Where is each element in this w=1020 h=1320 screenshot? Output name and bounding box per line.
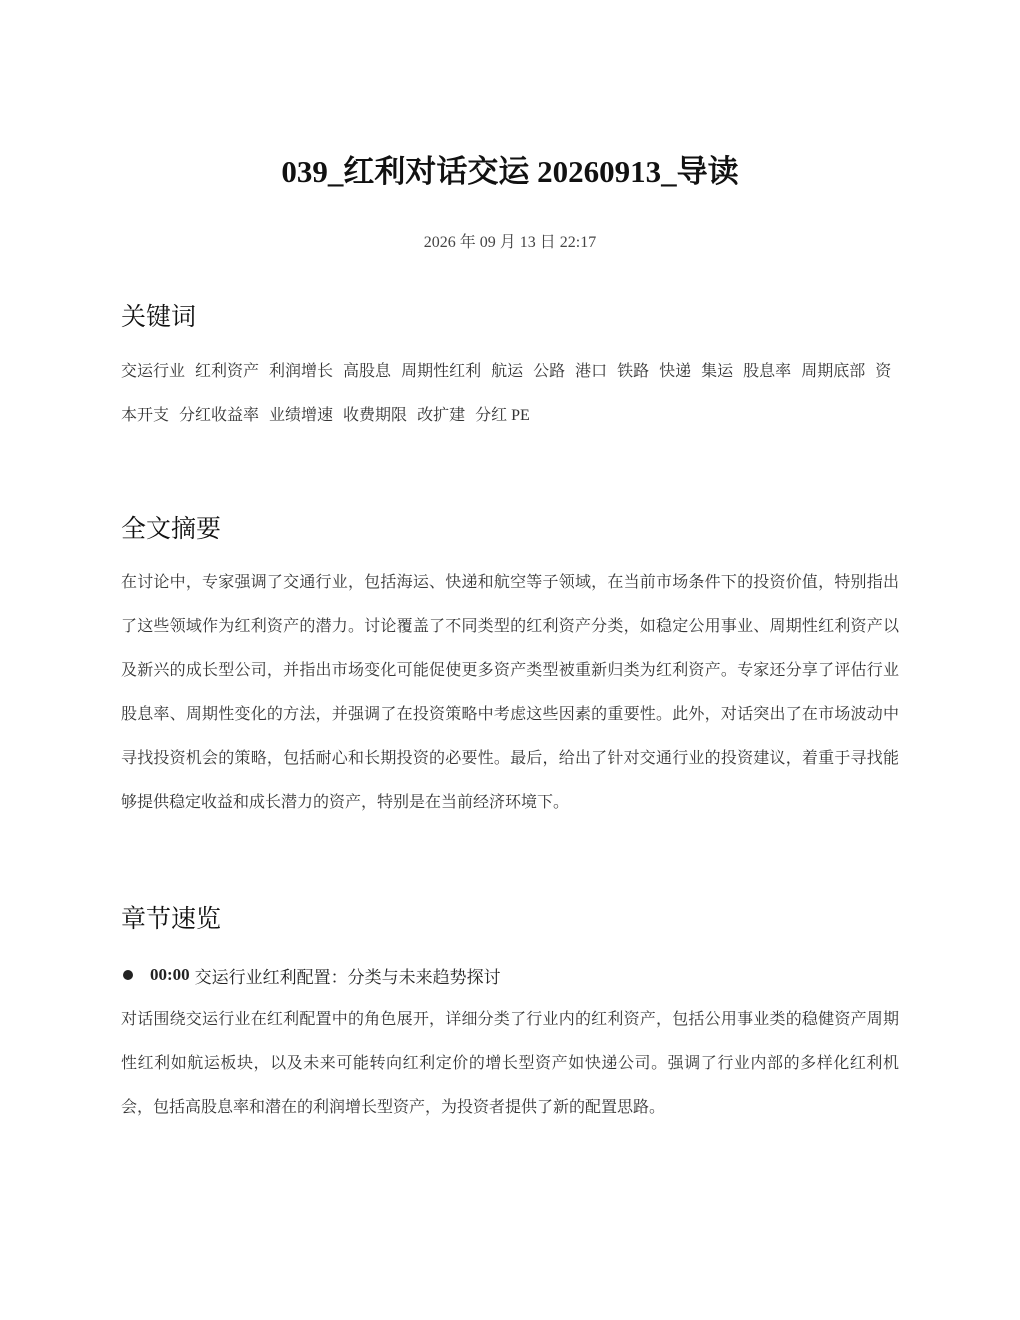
chapter-title: 交运行业红利配置：分类与未来趋势探讨 xyxy=(194,967,501,987)
keyword: 快递 xyxy=(659,363,692,380)
keyword: 铁路 xyxy=(617,363,650,380)
keyword: 公路 xyxy=(533,363,566,380)
keyword: 分红 PE xyxy=(475,407,530,424)
keyword: 资本开支 xyxy=(121,363,892,424)
chapters-heading: 章节速览 xyxy=(121,906,222,933)
keyword: 利润增长 xyxy=(269,363,334,380)
bullet-icon xyxy=(123,970,133,980)
document-title: 039_红利对话交运 20260913_导读 xyxy=(281,154,739,189)
document-date: 2026 年 09 月 13 日 22:17 xyxy=(423,234,597,251)
keyword: 港口 xyxy=(575,363,608,380)
keyword: 交运行业 xyxy=(121,363,186,380)
keyword: 业绩增速 xyxy=(269,407,334,424)
summary-heading: 全文摘要 xyxy=(121,516,222,543)
chapter-item xyxy=(121,960,899,990)
keyword: 收费期限 xyxy=(343,407,408,424)
keyword: 股息率 xyxy=(743,363,792,380)
keyword: 周期底部 xyxy=(801,363,866,380)
chapter-summary-text: 对话围绕交运行业在红利配置中的角色展开，详细分类了行业内的红利资产，包括公用事业类的稳健资产周期性红利如航运板块，以及未来可能转向红利定价的增长型资产如快递公司。强调了行业内部的多样化红利机会，包括高股息率和潜在的利润增长型资产，为投资者提供了新的配置思路。 xyxy=(121,1011,899,1116)
keyword: 改扩建 xyxy=(417,407,466,424)
keywords-list xyxy=(121,350,899,438)
keyword: 高股息 xyxy=(343,363,392,380)
keyword: 航运 xyxy=(491,363,524,380)
keyword: 周期性红利 xyxy=(401,363,482,380)
keyword: 集运 xyxy=(701,363,734,380)
keywords-heading: 关键词 xyxy=(121,304,197,331)
chapter-time: 00:00 xyxy=(150,965,190,984)
summary-text: 在讨论中，专家强调了交通行业，包括海运、快递和航空等子领域，在当前市场条件下的投资价值，特别指出了这些领域作为红利资产的潜力。讨论覆盖了不同类型的红利资产分类，如稳定公用事业、周期性红利资产以及新兴的成长型公司，并指出市场变化可能促使更多资产类型被重新归类为红利资产。专家还分享了评估行业股息率、周期性变化的方法，并强调了在投资策略中考虑这些因素的重要性。此外，对话突出了在市场波动中寻找投资机会的策略，包括耐心和长期投资的必要性。最后，给出了针对交通行业的投资建议，着重于寻找能够提供稳定收益和成长潜力的资产，特别是在当前经济环境下。 xyxy=(121,574,899,811)
keyword: 红利资产 xyxy=(195,363,260,380)
keyword: 分红收益率 xyxy=(179,407,260,424)
